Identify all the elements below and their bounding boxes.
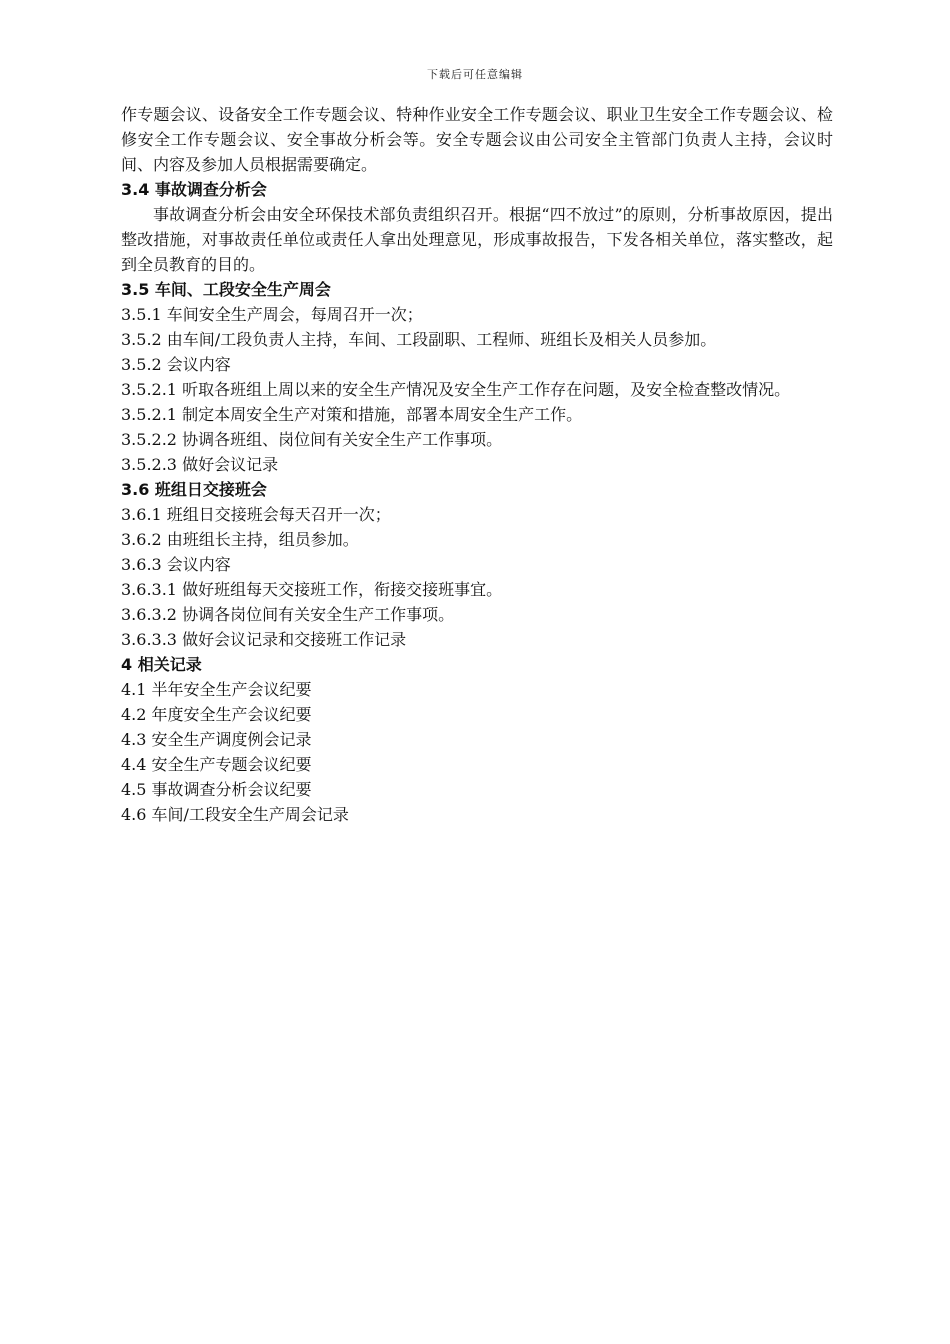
document-body [121, 102, 833, 827]
list-item: 3.6.1 班组日交接班会每天召开一次； [121, 505, 391, 524]
section-3-5-heading: 3.5 车间、工段安全生产周会 [121, 280, 331, 299]
list-item: 4.4 安全生产专题会议纪要 [121, 755, 312, 774]
page-header: 下载后可任意编辑 [427, 68, 523, 81]
section-3-6-heading: 3.6 班组日交接班会 [121, 480, 267, 499]
list-item: 3.6.2 由班组长主持，组员参加。 [121, 530, 359, 549]
list-item: 4.3 安全生产调度例会记录 [121, 730, 312, 749]
list-item: 4.1 半年安全生产会议纪要 [121, 680, 312, 699]
list-item: 3.6.3.3 做好会议记录和交接班工作记录 [121, 630, 407, 649]
list-item: 4.5 事故调查分析会议纪要 [121, 780, 312, 799]
list-item: 3.5.2.2 协调各班组、岗位间有关安全生产工作事项。 [121, 430, 503, 449]
list-item: 3.6.3.2 协调各岗位间有关安全生产工作事项。 [121, 605, 455, 624]
list-item: 3.5.2.1 制定本周安全生产对策和措施，部署本周安全生产工作。 [121, 405, 583, 424]
list-item: 3.5.2.1 听取各班组上周以来的安全生产情况及安全生产工作存在问题，及安全检查整改情况。 [121, 380, 791, 399]
list-item: 4.6 车间/工段安全生产周会记录 [121, 805, 349, 824]
intro-paragraph: 作专题会议、设备安全工作专题会议、特种作业安全工作专题会议、职业卫生安全工作专题会议、检修安全工作专题会议、安全事故分析会等。安全专题会议由公司安全主管部门负责人主持，会议时间、内容及参加人员根据需要确定。 [121, 105, 833, 174]
list-item: 3.6.3.1 做好班组每天交接班工作，衔接交接班事宜。 [121, 580, 503, 599]
list-item: 4.2 年度安全生产会议纪要 [121, 705, 312, 724]
section-3-4-heading: 3.4 事故调查分析会 [121, 180, 267, 199]
list-item: 3.6.3 会议内容 [121, 555, 231, 574]
section-3-4-body: 事故调查分析会由安全环保技术部负责组织召开。根据“四不放过”的原则，分析事故原因，提出整改措施，对事故责任单位或责任人拿出处理意见，形成事故报告，下发各相关单位，落实整改，起到全员教育的目的。 [121, 205, 833, 274]
list-item: 3.5.2.3 做好会议记录 [121, 455, 279, 474]
section-4-heading: 4 相关记录 [121, 655, 202, 674]
list-item: 3.5.2 会议内容 [121, 355, 231, 374]
list-item: 3.5.1 车间安全生产周会，每周召开一次； [121, 305, 423, 324]
list-item: 3.5.2 由车间/工段负责人主持，车间、工段副职、工程师、班组长及相关人员参加。 [121, 330, 717, 349]
